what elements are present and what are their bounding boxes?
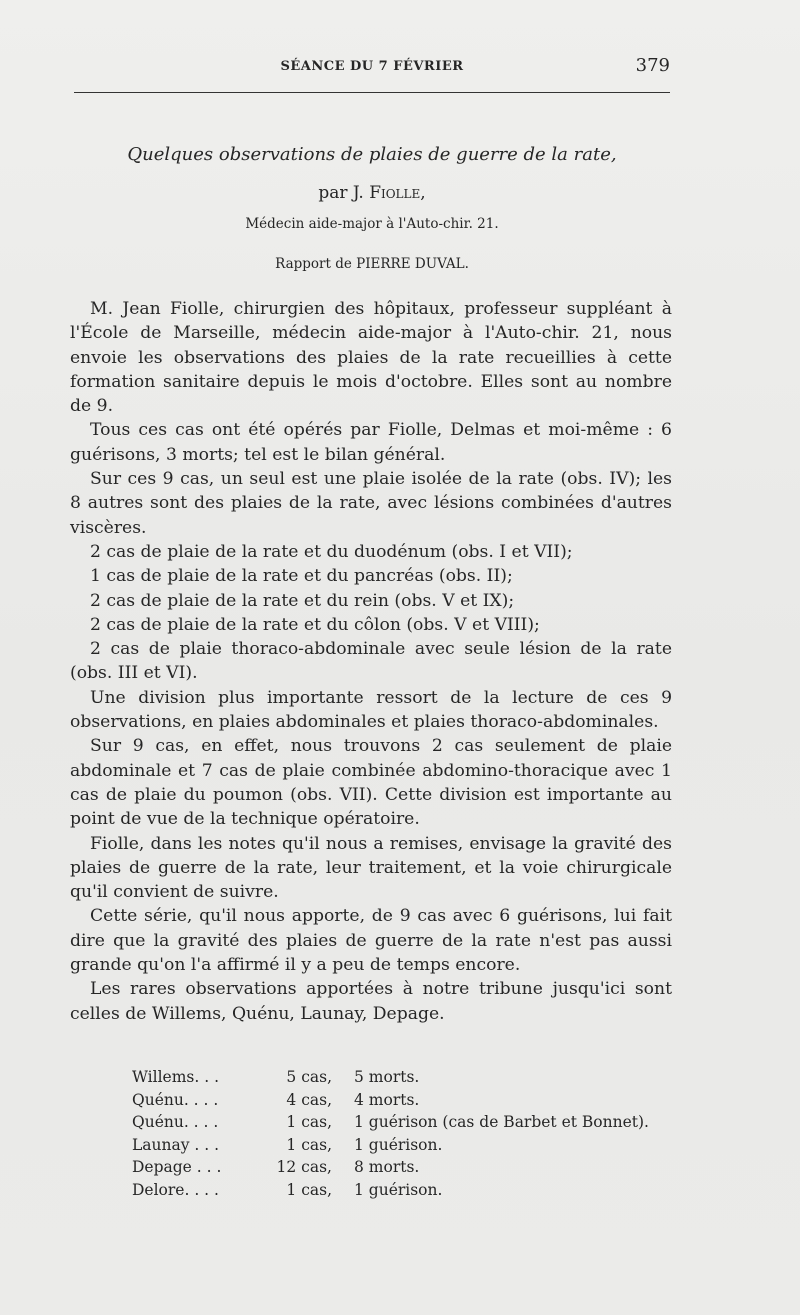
- article-body: [70, 297, 672, 1026]
- surgeon-name: Delore. . . .: [132, 1180, 219, 1199]
- page-header: [74, 55, 670, 79]
- case-count: 5 cas,: [286, 1068, 332, 1086]
- header-rule: [74, 92, 670, 93]
- case-count: 1 cas,: [286, 1180, 332, 1199]
- surgeon-name: Quénu. . . .: [132, 1113, 219, 1131]
- case-count: 1 cas,: [286, 1113, 332, 1131]
- case-outcome: 1 guérison.: [354, 1135, 443, 1154]
- byline-prefix: par J.: [318, 183, 370, 203]
- paragraph: M. Jean Fiolle, chirurgien des hôpitaux, professeur suppléant à l'École de Marseille, médecin aide-major à l'Auto-chir. 21, nous envoie les observations des plaies de la rate recueillies à cette formation sanitaire depuis le mois d'octobre. Elles sont au nombre de 9.: [70, 299, 672, 417]
- case-count: 4 cas,: [286, 1090, 332, 1109]
- surgeon-name: Willems. . .: [132, 1068, 219, 1086]
- surgeon-name: Quénu. . . .: [132, 1090, 219, 1109]
- paragraph: Sur 9 cas, en effet, nous trouvons 2 cas seulement de plaie abdominale et 7 cas de plaie combinée abdomino-thoracique avec 1 cas de plaie du poumon (obs. VII). Cette division est importante au point de vue de la technique opératoire.: [70, 736, 672, 830]
- list-item: 1 cas de plaie de la rate et du pancréas (obs. II);: [90, 566, 513, 587]
- case-count: 12 cas,: [276, 1158, 332, 1176]
- case-outcome: 5 morts.: [354, 1068, 420, 1086]
- case-outcome: 4 morts.: [354, 1090, 420, 1109]
- page-number: 379: [635, 55, 670, 76]
- list-item: 2 cas de plaie de la rate et du rein (obs. V et IX);: [90, 590, 515, 611]
- paragraph: Une division plus importante ressort de la lecture de ces 9 observations, en plaies abdominales et plaies thoraco-abdominales.: [70, 687, 672, 733]
- paragraph: Fiolle, dans les notes qu'il nous a remises, envisage la gravité des plaies de guerre de la rate, leur traitement, et la voie chirurgicale qu'il convient de suivre.: [70, 833, 672, 903]
- paragraph: Tous ces cas ont été opérés par Fiolle, Delmas et moi-même : 6 guérisons, 3 morts; tel est le bilan général.: [70, 420, 672, 465]
- list-item: 2 cas de plaie de la rate et du duodénum (obs. I et VII);: [90, 541, 573, 562]
- author-name: Fiolle,: [369, 183, 426, 203]
- paragraph: Cette série, qu'il nous apporte, de 9 cas avec 6 guérisons, lui fait dire que la gravité des plaies de guerre de la rate n'est pas aussi grande qu'on l'a affirmé il y a peu de temps encore.: [70, 906, 672, 976]
- report-line: Rapport de PIERRE DUVAL.: [275, 256, 469, 272]
- surgeon-name: Depage . . .: [132, 1158, 222, 1176]
- case-count: 1 cas,: [286, 1135, 332, 1154]
- list-item: 2 cas de plaie de la rate et du côlon (obs. V et VIII);: [90, 614, 540, 635]
- case-outcome: 1 guérison (cas de Barbet et Bonnet).: [354, 1113, 649, 1131]
- paragraph: Sur ces 9 cas, un seul est une plaie isolée de la rate (obs. IV); les 8 autres sont des plaies de la rate, avec lésions combinées d'autres viscères.: [70, 469, 672, 538]
- author-affiliation: Médecin aide-major à l'Auto-chir. 21.: [245, 216, 499, 232]
- list-item: 2 cas de plaie thoraco-abdominale avec seule lésion de la rate (obs. III et VI).: [70, 639, 672, 684]
- article-title: Quelques observations de plaies de guerre de la rate,: [127, 144, 617, 165]
- case-outcome: 1 guérison.: [354, 1180, 443, 1199]
- paragraph: Les rares observations apportées à notre tribune jusqu'ici sont celles de Willems, Quénu, Launay, Depage.: [70, 979, 672, 1024]
- running-title: SÉANCE DU 7 FÉVRIER: [280, 59, 464, 74]
- article-byline: [74, 183, 670, 203]
- surgeon-name: Launay . . .: [132, 1135, 220, 1154]
- case-outcome: 8 morts.: [354, 1158, 420, 1176]
